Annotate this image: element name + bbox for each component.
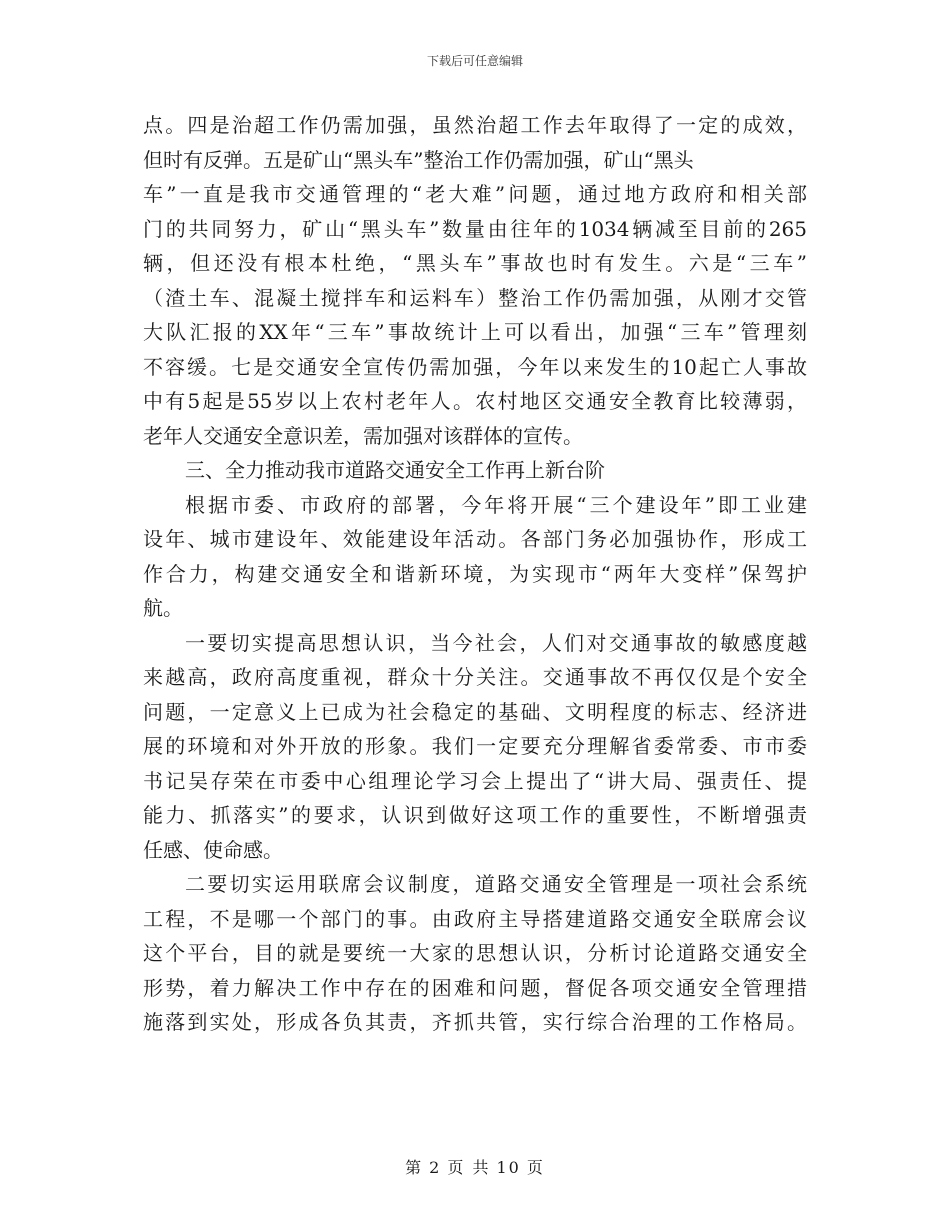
text-line: 点。四是治超工作仍需加强，虽然治超工作去年取得了一定的成效， xyxy=(143,113,807,137)
text-line: 不容缓。七是交通安全宣传仍需加强，今年以来发生的10起亡人事故 xyxy=(143,354,807,379)
footer-suffix: 页 xyxy=(526,1158,545,1177)
text-line: 任感、使命感。 xyxy=(143,837,283,862)
text-line: 展的环境和对外开放的形象。我们一定要充分理解省委常委、市市委 xyxy=(143,734,807,758)
text-line: 设年、城市建设年、效能建设年活动。各部门务必加强协作，形成工 xyxy=(143,527,807,551)
text-line: 航。 xyxy=(143,596,183,620)
text-line: 门的共同努力，矿山“黑头车”数量由往年的1034辆减至目前的265 xyxy=(143,216,807,241)
text-line: 这个平台，目的就是要统一大家的思想认识，分析讨论道路交通安全 xyxy=(143,941,807,965)
text-line: 施落到实处，形成各负其责，齐抓共管，实行综合治理的工作格局。 xyxy=(143,1010,807,1034)
text-line: 三、全力推动我市道路交通安全工作再上新台阶 xyxy=(185,458,605,482)
footer-prefix: 第 xyxy=(405,1158,424,1177)
text-line: 大队汇报的XX年“三车”事故统计上可以看出，加强“三车”管理刻 xyxy=(143,320,807,344)
text-line: 问题，一定意义上已成为社会稳定的基础、文明程度的标志、经济进 xyxy=(143,699,807,724)
text-line: 来越高，政府高度重视，群众十分关注。交通事故不再仅仅是个安全 xyxy=(143,665,807,689)
text-line: 作合力，构建交通安全和谐新环境，为实现市“两年大变样”保驾护 xyxy=(143,561,807,586)
text-line: （渣土车、混凝土搅拌车和运料车）整治工作仍需加强，从刚才交管 xyxy=(143,285,807,310)
text-line: 形势，着力解决工作中存在的困难和问题，督促各项交通安全管理措 xyxy=(143,975,807,1000)
text-line: 根据市委、市政府的部署，今年将开展“三个建设年”即工业建 xyxy=(185,492,807,517)
text-line: 车”一直是我市交通管理的“老大难”问题，通过地方政府和相关部 xyxy=(143,182,807,206)
footer-page-number: 2 xyxy=(429,1158,442,1177)
text-line: 书记吴存荣在市委中心组理论学习会上提出了“讲大局、强责任、提 xyxy=(143,768,807,793)
footer-total-pages: 10 xyxy=(496,1158,521,1177)
page-footer xyxy=(0,1155,950,1178)
text-line: 二要切实运用联席会议制度，道路交通安全管理是一项社会系统 xyxy=(185,872,807,896)
text-line: 老年人交通安全意识差，需加强对该群体的宣传。 xyxy=(143,423,583,448)
page-header: 下载后可任意编辑 xyxy=(426,54,523,68)
text-line: 但时有反弹。五是矿山“黑头车”整治工作仍需加强，矿山“黑头 xyxy=(143,147,694,172)
text-line: 辆，但还没有根本杜绝，“黑头车”事故也时有发生。六是“三车” xyxy=(143,251,807,275)
text-line: 一要切实提高思想认识，当今社会，人们对交通事故的敏感度越 xyxy=(185,630,807,655)
document-body xyxy=(143,108,807,1040)
footer-middle: 页 共 xyxy=(447,1158,491,1177)
text-line: 工程，不是哪一个部门的事。由政府主导搭建道路交通安全联席会议 xyxy=(143,906,807,931)
text-line: 能力、抓落实”的要求，认识到做好这项工作的重要性，不断增强责 xyxy=(143,803,807,827)
text-line: 中有5起是55岁以上农村老年人。农村地区交通安全教育比较薄弱， xyxy=(143,389,807,413)
